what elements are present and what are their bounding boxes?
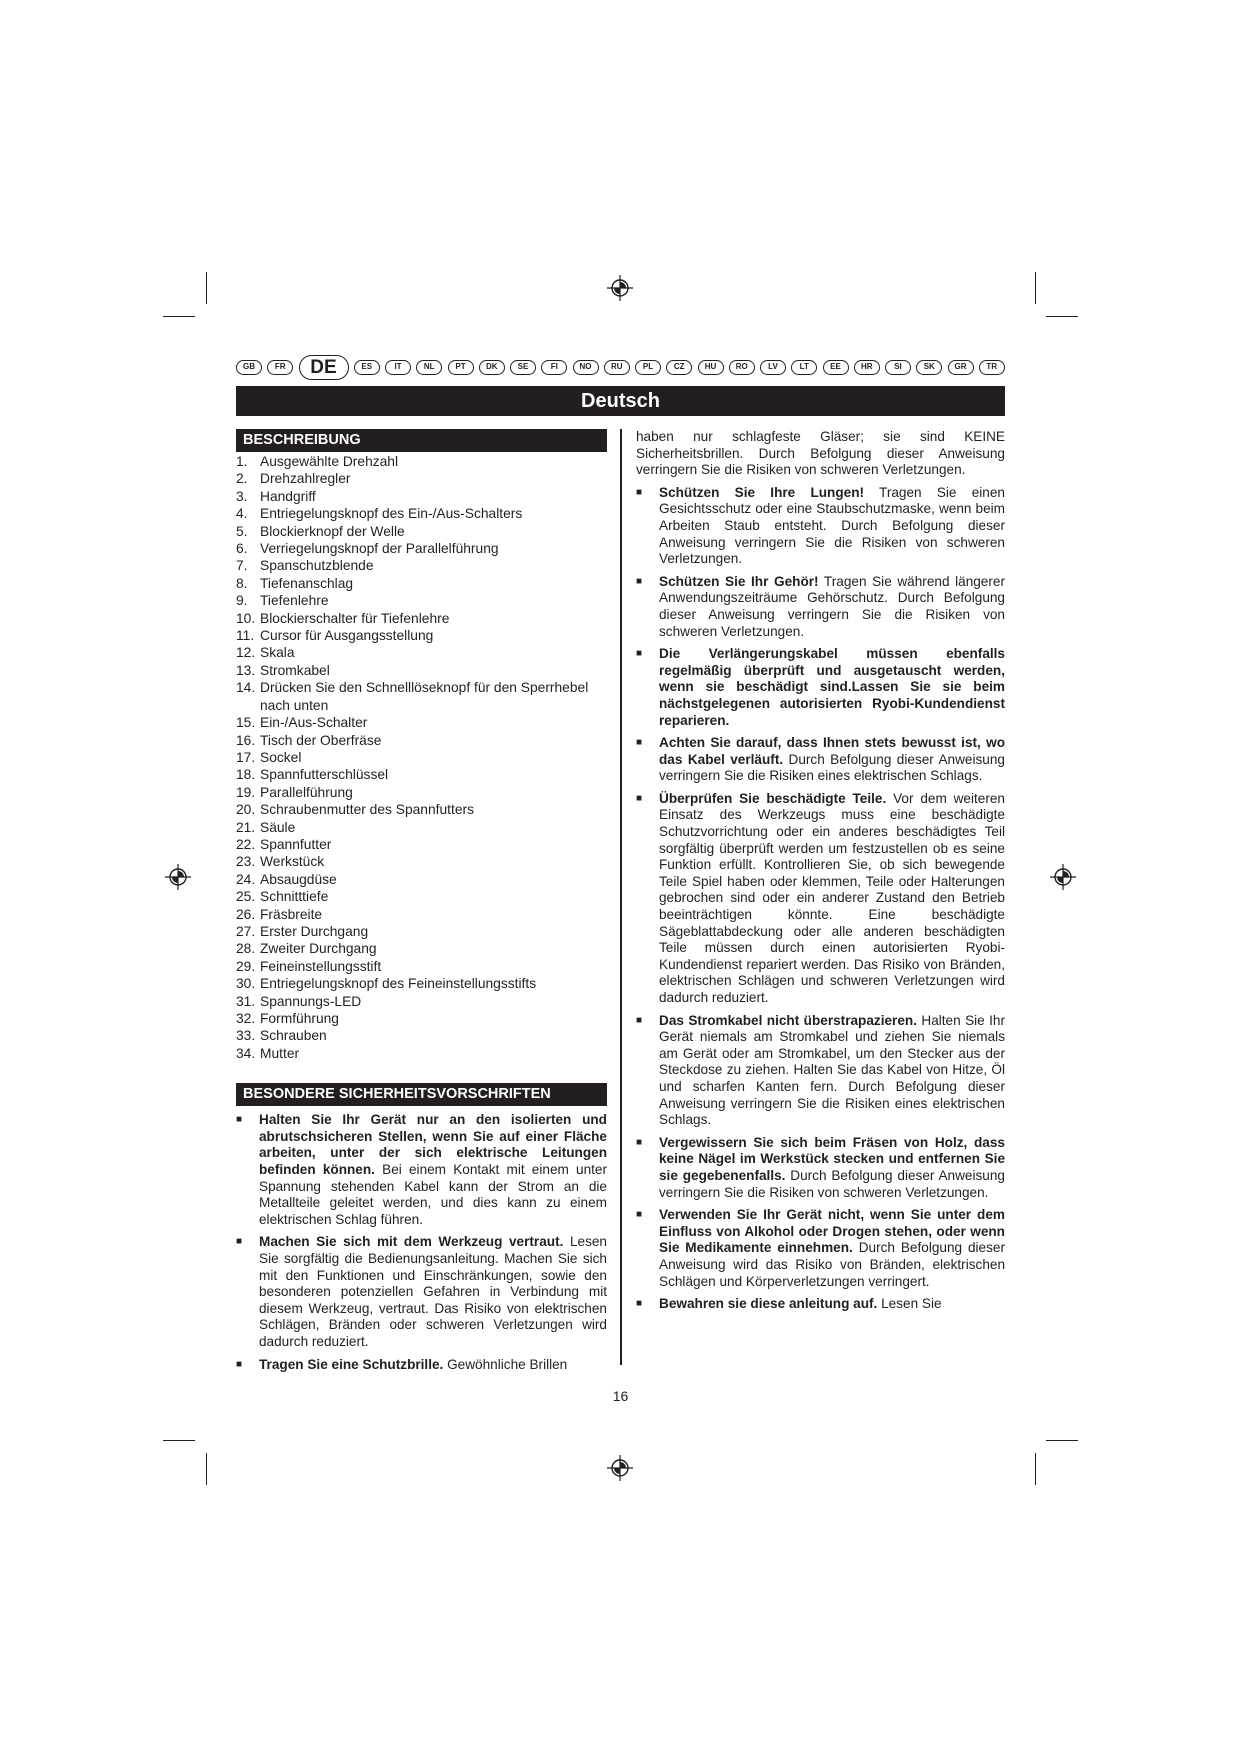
description-item-text: Cursor für Ausgangsstellung [260,628,434,644]
description-item [236,993,607,1010]
page-title: Deutsch [581,389,660,412]
description-item-text: Säule [260,819,296,835]
description-item-text: Entriegelungsknopf des Ein-/Aus-Schalters [260,506,523,522]
safety-item-body: Halten Sie Ihr Gerät niemals am Stromkabel und ziehen Sie niemals am Gerät oder am Stromkabel, um den Stecker aus der Steckdose zu ziehen. Halten Sie das Kabel von Hitze, Öl und scharfen Kanten fern. Durch Befolgung dieser Anweisung verringern Sie die Risiken eines elektrischen Schlags. [659,1012,1005,1128]
description-item-number: 19. [236,784,256,800]
language-tab-fi: FI [541,360,567,375]
description-item-number: 15. [236,715,256,731]
language-tab-ro: RO [729,360,755,375]
safety-item [636,1135,1005,1201]
description-item [236,923,607,940]
safety-item [236,1112,607,1228]
language-tab-ru: RU [604,360,630,375]
description-item [236,732,607,749]
description-item-number: 2. [236,471,248,487]
description-item-text: Spanschutzblende [260,558,374,574]
description-item-number: 25. [236,889,256,905]
bullet-square-icon: ■ [636,648,643,660]
description-item [236,679,607,714]
safety-continuation-text: haben nur schlagfeste Gläser; sie sind KEINE Sicherheitsbrillen. Durch Befolgung dieser Anweisung verringern Sie die Risiken von schweren Verletzungen. [636,429,1005,478]
safety-item-text [659,1207,1005,1290]
registration-mark-top-icon [607,275,633,301]
description-item-text: Werkstück [260,854,325,870]
safety-item-lead: Halten Sie Ihr Gerät nur an den isolierten und abrutschsicheren Stellen, wenn Sie auf einer Fläche arbeiten, unter der sich elektrische Leitungen befinden können. [259,1112,607,1177]
bullet-square-icon: ■ [236,1236,243,1248]
safety-item-text [659,791,1005,1007]
description-item [236,801,607,818]
description-item-number: 32. [236,1011,256,1026]
description-item [236,906,607,923]
bullet-square-icon: ■ [236,1114,243,1126]
language-tab-hu: HU [698,360,724,375]
description-item-text: Feineinstellungsstift [260,958,382,974]
safety-list-right [636,485,1005,1313]
description-item [236,749,607,766]
description-item [236,871,607,888]
crop-mark-bottom-left-horizontal [163,1440,195,1441]
description-item [236,662,607,679]
safety-item-text [659,485,1005,568]
description-item-text: Entriegelungsknopf des Feineinstellungsstifts [260,976,537,992]
description-item-number: 5. [236,523,248,539]
language-tab-dk: DK [479,360,505,375]
description-item-text: Tiefenlehre [260,593,329,609]
description-item-text: Sockel [260,749,302,765]
description-item-number: 8. [236,575,248,591]
language-tab-tr: TR [979,360,1005,375]
language-tab-no: NO [573,360,599,375]
language-tab-fr: FR [267,360,293,375]
safety-item [636,646,1005,729]
safety-item-body: Durch Befolgung dieser Anweisung wird das Risiko von Bränden, elektrischen Schlägen und Körperverletzungen verringert. [659,1240,1005,1289]
description-item-number: 28. [236,941,256,957]
safety-item-body: Durch Befolgung dieser Anweisung verringern Sie die Risiken von schweren Verletzungen. [659,1167,1005,1200]
safety-item-body: Tragen Sie während längerer Anwendungszeiträume Gehörschutz. Durch Befolgung dieser Anweisung verringern Sie die Risiken von schweren Verletzungen. [659,573,1005,639]
description-item-number: 11. [236,628,255,644]
description-item-text: Ausgewählte Drehzahl [260,454,399,469]
language-tab-lt: LT [791,360,817,375]
description-item [236,644,607,661]
description-item-text: Schnitttiefe [260,889,329,905]
safety-item-lead: Schützen Sie Ihr Gehör! [659,573,819,589]
language-tab-ee: EE [823,360,849,375]
bullet-square-icon: ■ [636,1298,643,1310]
safety-item-lead: Machen Sie sich mit dem Werkzeug vertraut. [259,1234,564,1250]
language-tab-pt: PT [448,360,474,375]
safety-item-lead: Achten Sie darauf, dass Ihnen stets bewusst ist, wo das Kabel verläuft. [659,735,1005,767]
language-tab-gb: GB [236,360,262,375]
description-item-number: 4. [236,506,248,522]
safety-item-text [659,646,1005,729]
description-item [236,940,607,957]
bullet-square-icon: ■ [636,1209,643,1221]
safety-item-lead: Vergewissern Sie sich beim Fräsen von Holz, dass keine Nägel im Werkstück stecken und entfernen Sie sie gegebenenfalls. [659,1134,1005,1183]
description-item [236,557,607,574]
description-item [236,453,607,470]
safety-item-text [259,1357,607,1374]
bullet-square-icon: ■ [636,792,643,804]
safety-item-text [659,1296,1005,1313]
description-item-number: 27. [236,923,256,939]
description-item [236,784,607,801]
right-column [636,429,1005,1319]
description-item [236,1027,607,1044]
page-title-bar [236,386,1005,416]
description-item-text: Skala [260,645,295,661]
section-heading-sicherheit: BESONDERE SICHERHEITSVORSCHRIFTEN [236,1083,607,1106]
description-item-text: Formführung [260,1011,339,1026]
left-column [236,429,607,1379]
crop-mark-bottom-right-vertical [1035,1453,1036,1485]
description-item-text: Handgriff [260,488,316,504]
description-item [236,505,607,522]
description-item-number: 13. [236,662,256,678]
safety-item-lead: Schützen Sie Ihre Lungen! [659,484,865,500]
description-item-number: 3. [236,488,248,504]
description-item-text: Drücken Sie den Schnelllöseknopf für den Sperrhebel nach unten [260,680,589,713]
description-item-number: 16. [236,732,256,748]
description-list [236,453,607,1062]
safety-item-text [659,574,1005,640]
description-item-text: Spannfutterschlüssel [260,767,389,783]
registration-mark-left-icon [165,864,191,890]
language-tab-si: SI [885,360,911,375]
column-divider [620,429,622,1365]
crop-mark-top-right-horizontal [1046,316,1078,317]
description-item-number: 18. [236,767,256,783]
description-item-number: 1. [236,454,248,469]
description-item-text: Tisch der Oberfräse [260,732,382,748]
language-tab-it: IT [385,360,411,375]
language-tab-pl: PL [635,360,661,375]
safety-item [236,1234,607,1350]
description-item [236,592,607,609]
description-item [236,766,607,783]
description-item-text: Blockierknopf der Welle [260,523,405,539]
description-item [236,714,607,731]
description-item-text: Schrauben [260,1028,327,1044]
description-item [236,975,607,992]
safety-item-text [259,1112,607,1228]
safety-item-lead: Überprüfen Sie beschädigte Teile. [659,790,887,806]
language-tab-de: DE [299,355,349,380]
safety-item-text [659,735,1005,785]
bullet-square-icon: ■ [236,1358,243,1370]
description-item-text: Spannungs-LED [260,993,362,1009]
safety-item-text [659,1135,1005,1201]
description-item-text: Ein-/Aus-Schalter [260,715,368,731]
description-item [236,958,607,975]
safety-item [636,485,1005,568]
safety-item [636,574,1005,640]
language-tabs [236,354,1005,380]
description-item-number: 20. [236,802,256,818]
description-item [236,1010,607,1027]
description-item-text: Schraubenmutter des Spannfutters [260,802,474,818]
safety-item-lead: Bewahren sie diese anleitung auf. [659,1296,878,1312]
description-item [236,627,607,644]
safety-item-lead: Die Verlängerungskabel müssen ebenfalls regelmäßig überprüft und ausgetauscht werden, wenn sie beschädigt sind.Lassen Sie sie beim nächstgelegenen autorisierten Ryobi-Kundendienst reparieren. [659,646,1005,728]
crop-mark-bottom-right-horizontal [1046,1440,1078,1441]
language-tab-gr: GR [948,360,974,375]
description-item-text: Mutter [260,1045,300,1061]
description-item [236,1045,607,1062]
description-item-number: 21. [236,819,256,835]
safety-item-body: Bei einem Kontakt mit einem unter Spannung stehenden Kabel kann der Strom an die Metallteile geleitet werden, und dies kann zu einem elektrischen Schlag führen. [259,1162,608,1227]
description-item [236,819,607,836]
page-number: 16 [612,1388,629,1404]
bullet-square-icon: ■ [636,1014,643,1026]
description-item-text: Drehzahlregler [260,471,351,487]
description-item-text: Fräsbreite [260,906,323,922]
safety-item-body: Lesen Sie sorgfältig die Bedienungsanleitung. Machen Sie sich mit den Funktionen und Einschränkungen, sowie den besonderen potenziellen Gefahren in Verbindung mit diesem Werkzeug, vertraut. Das Risiko von elektrischen Schlägen, Bränden oder schweren Verletzungen wird dadurch reduziert. [259,1234,607,1349]
language-tab-lv: LV [760,360,786,375]
crop-mark-top-left-horizontal [163,316,195,317]
bullet-square-icon: ■ [636,737,643,749]
language-tab-sk: SK [916,360,942,375]
language-tab-se: SE [510,360,536,375]
description-item-number: 23. [236,854,256,870]
language-tab-hr: HR [854,360,880,375]
description-item-number: 24. [236,871,256,887]
description-item-number: 34. [236,1045,256,1061]
safety-item-lead: Verwenden Sie Ihr Gerät nicht, wenn Sie unter dem Einfluss von Alkohol oder Drogen stehen, oder wenn Sie Medikamente einnehmen. [659,1207,1005,1256]
description-item-text: Stromkabel [260,662,330,678]
description-item-text: Erster Durchgang [260,923,369,939]
description-item-number: 7. [236,558,248,574]
safety-item-body: Gewöhnliche Brillen [443,1356,568,1372]
description-item-number: 9. [236,593,248,609]
description-item-text: Blockierschalter für Tiefenlehre [260,610,450,626]
description-item [236,540,607,557]
description-item-text: Parallelführung [260,784,353,800]
bullet-square-icon: ■ [636,486,643,498]
description-item-number: 6. [236,541,248,557]
safety-item-text [659,1013,1005,1129]
bullet-square-icon: ■ [636,1136,643,1148]
description-item-number: 26. [236,906,256,922]
description-item-number: 33. [236,1028,256,1044]
language-tab-es: ES [354,360,380,375]
description-item [236,470,607,487]
registration-mark-bottom-icon [607,1455,633,1481]
safety-item [636,1207,1005,1290]
description-item-number: 31. [236,993,256,1009]
section-heading-beschreibung: BESCHREIBUNG [236,429,607,452]
language-tab-cz: CZ [666,360,692,375]
description-item [236,836,607,853]
description-item-number: 22. [236,836,256,852]
crop-mark-top-left-vertical [206,272,207,304]
description-item-number: 30. [236,976,256,992]
language-tab-nl: NL [416,360,442,375]
description-item [236,488,607,505]
description-item [236,610,607,627]
bullet-square-icon: ■ [636,575,643,587]
description-item [236,523,607,540]
safety-item-lead: Das Stromkabel nicht überstrapazieren. [659,1012,917,1028]
crop-mark-top-right-vertical [1035,272,1036,304]
description-item [236,575,607,592]
safety-list-left [236,1112,607,1373]
registration-mark-right-icon [1050,864,1076,890]
safety-item [636,791,1005,1007]
description-item-number: 17. [236,749,256,765]
description-item-number: 29. [236,958,256,974]
crop-mark-bottom-left-vertical [206,1453,207,1485]
safety-item-body: Vor dem weiteren Einsatz des Werkzeugs muss eine beschädigte Schutzvorrichtung oder ein anderes beschädigtes Teil sorgfältig überprüft werden um festzustellen ob es seine Funktion erfüllt. Kontrollieren Sie, ob sich bewegende Teile Spiel haben oder klemmen, Teile oder Halterungen gebrochen sind oder ein anderer Zustand den Betrieb beeinträchtigen könnte. Eine beschädigte Sägeblattabdeckung oder alle anderen beschädigten Teile müssen durch einen autorisierten Ryobi-Kundendienst repariert werden. Das Risiko von Bränden, elektrischen Schlägen und schweren Verletzungen wird dadurch reduziert. [659,790,1005,1005]
description-item-number: 14. [236,680,256,696]
description-item [236,888,607,905]
safety-item-lead: Tragen Sie eine Schutzbrille. [259,1356,444,1372]
safety-item-body: Lesen Sie [877,1296,942,1312]
description-item-number: 12. [236,645,256,661]
description-item-number: 10. [236,610,256,626]
safety-item [636,1296,1005,1313]
description-item-text: Absaugdüse [260,871,337,887]
safety-item-body: Tragen Sie einen Gesichtsschutz oder eine Staubschutzmaske, wenn beim Arbeiten Staub entsteht. Durch Befolgung dieser Anweisung verringern Sie die Risiken von schweren Verletzungen. [659,484,1005,567]
description-item [236,853,607,870]
description-item-text: Spannfutter [260,836,332,852]
safety-item [236,1357,607,1374]
safety-item [636,735,1005,785]
safety-item-body: Durch Befolgung dieser Anweisung verringern Sie die Risiken eines elektrischen Schlags. [659,751,1005,784]
description-item-text: Tiefenanschlag [260,575,354,591]
safety-item [636,1013,1005,1129]
description-item-text: Zweiter Durchgang [260,941,377,957]
description-item-text: Verriegelungsknopf der Parallelführung [260,541,499,557]
safety-item-text [259,1234,607,1350]
